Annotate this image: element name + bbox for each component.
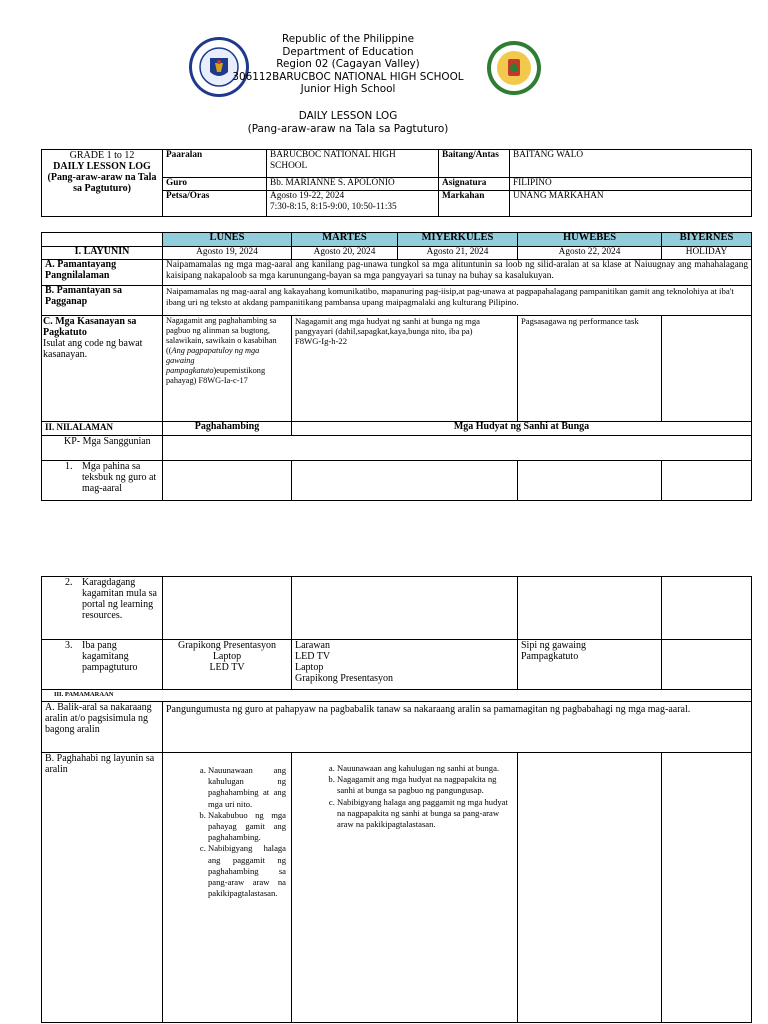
sanggunian-item1-cell (42, 461, 163, 501)
paaralan-label: Paaralan (163, 150, 267, 178)
kasanayan-martes-code: F8WG-Ig-h-22 (295, 336, 348, 346)
material: Grapikong Presentasyon (295, 673, 394, 684)
day-header-martes: MARTES (292, 233, 398, 247)
material: Laptop (295, 662, 324, 673)
kasanayan-biyernes (662, 316, 752, 422)
pamamaraan-label: III. PAMAMARAAN (42, 690, 752, 702)
day-header-miyerkules: MIYERKULES (398, 233, 518, 247)
day-header-huwebes: HUWEBES (518, 233, 662, 247)
header-line: 306112BARUCBOC NATIONAL HIGH SCHOOL (232, 70, 464, 83)
item3-biyernes (662, 640, 752, 690)
item-number: 3. (65, 640, 73, 651)
guro-label: Guro (163, 178, 267, 191)
day-header-biyernes: BIYERNES (662, 233, 752, 247)
pamantayang-pangnilalaman-text: Naipamamalas ng mga mag-aaral ang kanilang pag-unawa tungkol sa mga alituntunin sa loob ng silid-aralan at sa klase at Naiuugnay ang mahahalagang kaisipang nakapaloob sa mga karunungang-bayan sa mga pangyayari sa tunay na buhay sa kasalukuyan. (163, 260, 752, 286)
kasanayan-martes-text: Nagagamit ang mga hudyat ng sanhi at bunga ng mga pangyayari (dahil,sapagkat,kaya,bunga nito, iba pa) (295, 316, 480, 336)
material: LED TV (209, 662, 245, 673)
sanggunian-item3-cell (42, 640, 163, 690)
paghahabi-biyernes (662, 753, 752, 1023)
material: Pampagkatuto (521, 651, 579, 662)
paghahabi-martes (292, 753, 518, 1023)
date-lunes: Agosto 19, 2024 (163, 247, 292, 260)
material: Larawan (295, 640, 330, 651)
pamantayan-pagganap-label: B. Pamantayan sa Pagganap (42, 286, 163, 316)
material: Grapikong Presentasyon (177, 640, 277, 651)
item2-martes (292, 577, 518, 640)
markahan-label: Markahan (439, 191, 510, 217)
item2-huwebes (518, 577, 662, 640)
document-title: DAILY LESSON LOG (298, 110, 398, 122)
sanggunian-item1 (45, 461, 159, 494)
document-subtitle: (Pang-araw-araw na Tala sa Pagtuturo) (247, 122, 449, 135)
kasanayan-lunes-code: )eupemistikong pahayag) F8WG-Ia-c-17 (166, 366, 266, 385)
baitang-label: Baitang/Antas (439, 150, 510, 178)
item2-biyernes (662, 577, 752, 640)
kasanayan-sub: Isulat ang code ng bawat kasanayan. (43, 338, 143, 360)
header-line: Department of Education (282, 45, 414, 58)
item-text: Iba pang kagamitang pampagtuturo (82, 640, 138, 673)
lesson-table-page2 (41, 576, 752, 1023)
grade-label: GRADE 1 to 12 (69, 150, 135, 161)
pamantayang-pangnilalaman-label: A. Pamantayang Pangnilalaman (42, 260, 163, 286)
guro-value: Bb. MARIANNE S. APOLONIO (267, 178, 439, 191)
header-line: Republic of the Philippine (282, 33, 414, 45)
item1-lunes (163, 461, 292, 501)
dll-sub-label: (Pang-araw-araw na Tala sa Pagtuturo) (47, 172, 157, 194)
info-table (41, 149, 752, 217)
balik-aral-label: A. Balik-aral sa nakaraang aralin at/o pagsisimula ng bagong aralin (42, 702, 163, 753)
objective-item: b. Nagagamit ang mga hudyat na nagpapakita ng sanhi at bunga sa pagbuo ng pangungusap. (337, 774, 513, 796)
markahan-value: UNANG MARKAHAN (510, 191, 752, 217)
item-text: Mga pahina sa teksbuk ng guro at mag-aaral (82, 461, 157, 494)
item3-huwebes (518, 640, 662, 690)
objective-item: b. Nakabubuo ng mga pahayag gamit ang paghahambing. (208, 810, 286, 844)
kasanayan-lunes (163, 316, 292, 422)
paghahabi-martes-list (322, 763, 513, 830)
material: Laptop (212, 651, 242, 662)
date-huwebes: Agosto 22, 2024 (518, 247, 662, 260)
header-line: Region 02 (Cagayan Valley) (276, 58, 420, 70)
kasanayan-label-cell (42, 316, 163, 422)
balik-aral-text: Pangungumusta ng guro at pahapyaw na pagbabalik tanaw sa nakaraang aralin sa pamamagitan ng pagbabahagi ng mga mag-aaral. (163, 702, 752, 753)
item3-martes (292, 640, 518, 690)
item1-biyernes (662, 461, 752, 501)
material: Sipi ng gawaing (521, 640, 586, 651)
paghahabi-lunes-list (193, 765, 286, 899)
item3-lunes (163, 640, 292, 690)
baitang-value: BAITANG WALO (510, 150, 752, 178)
objective-item: a. Nauunawaan ang kahulugan ng paghahambing at ang mga uri nito. (208, 765, 286, 810)
asignatura-value: FILIPINO (510, 178, 752, 191)
nilalaman-label: II. NILALAMAN (42, 422, 163, 436)
objective-item: a. Nauunawaan ang kahulugan ng sanhi at bunga. (337, 763, 513, 774)
sanggunian-item2 (45, 577, 159, 621)
item1-martes (292, 461, 518, 501)
lesson-table-page1 (41, 232, 752, 501)
petsa-value: Agosto 19-22, 2024 (270, 191, 345, 201)
kasanayan-lunes-text: Nagagamit ang paghahambing sa pagbuo ng alinman sa bugtong, salawikain, sawikain o kasabihan (( (166, 316, 277, 355)
kasanayan-huwebes: Pagsasagawa ng performance task (518, 316, 662, 422)
sanggunian-label: KP- Mga Sanggunian (42, 436, 163, 461)
kasanayan-label: C. Mga Kasanayan sa Pagkatuto (43, 316, 137, 338)
item-number: 1. (65, 461, 73, 472)
pamantayan-pagganap-text: Naipamamalas ng mag-aaral ang kakayahang komunikatibo, mapanuring pag-iisip,at pag-unawa at pagpapahalagang pampanitikan gamit ang teknolohiya at iba't ibang uri ng teksto at akdang pampanitikang pambansa upang maipagmalaki ang kulturang Pilipino. (163, 286, 752, 316)
asignatura-label: Asignatura (439, 178, 510, 191)
paghahabi-huwebes (518, 753, 662, 1023)
paghahabi-lunes (163, 753, 292, 1023)
oras-value: 7:30-8:15, 8:15-9:00, 10:50-11:35 (270, 201, 397, 212)
kasanayan-lunes-italic: Ang pagpapatuloy ng mga gawaing pampagkatuto (166, 346, 260, 375)
date-biyernes: HOLIDAY (662, 247, 752, 260)
header-address (190, 33, 506, 96)
sanggunian-item2-cell (42, 577, 163, 640)
nilalaman-lunes: Paghahambing (163, 422, 292, 436)
item-text: Karagdagang kagamitan mula sa portal ng learning resources. (82, 577, 157, 621)
dll-heading-cell (42, 150, 163, 217)
sanggunian-empty (163, 436, 752, 461)
page-header (0, 0, 768, 145)
objective-item: c. Nabibigyang halaga ang paggamit ng mga hudyat na nagpapakita ng sanhi at bunga sa pang-araw araw na pakikipagtalastasan. (337, 797, 513, 831)
day-header-lunes: LUNES (163, 233, 292, 247)
material: LED TV (295, 651, 331, 662)
kasanayan-martes (292, 316, 518, 422)
paghahabi-label: B. Paghahabi ng layunin sa aralin (42, 753, 163, 1023)
date-miyerkules: Agosto 21, 2024 (398, 247, 518, 260)
sanggunian-item3 (45, 640, 159, 673)
petsa-label: Petsa/Oras (163, 191, 267, 217)
item-number: 2. (65, 577, 73, 588)
paaralan-value: BARUCBOC NATIONAL HIGH SCHOOL (267, 150, 439, 178)
objective-item: c. Nabibigyang halaga ang paggamit ng paghahambing sa pang-araw araw na pakikipagtalastasan. (208, 843, 286, 899)
item2-lunes (163, 577, 292, 640)
layunin-label: I. LAYUNIN (42, 247, 163, 260)
nilalaman-rest: Mga Hudyat ng Sanhi at Bunga (292, 422, 752, 436)
item1-huwebes (518, 461, 662, 501)
header-line: Junior High School (300, 83, 396, 95)
dll-label: DAILY LESSON LOG (53, 161, 151, 172)
document-title-block (190, 110, 506, 135)
blank-header-cell (42, 233, 163, 247)
petsa-cell (267, 191, 439, 217)
date-martes: Agosto 20, 2024 (292, 247, 398, 260)
